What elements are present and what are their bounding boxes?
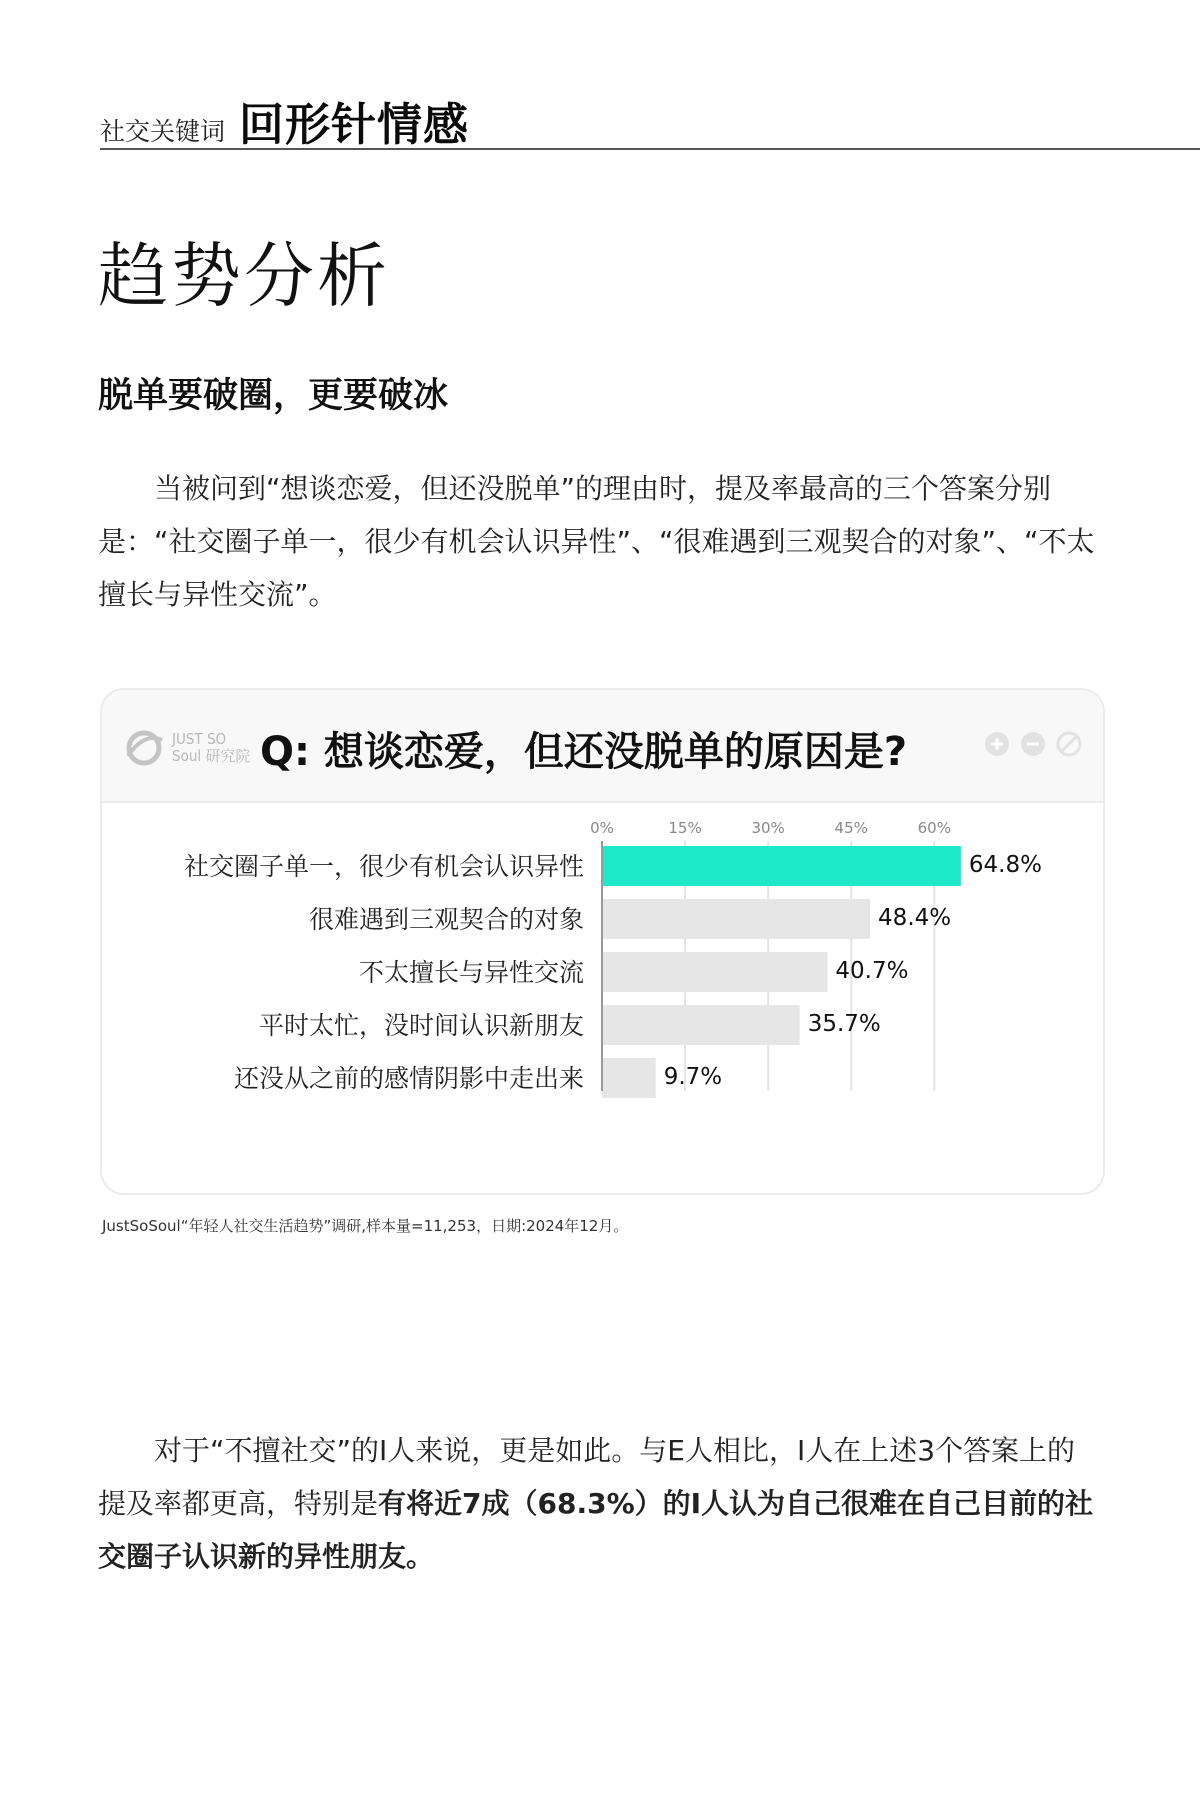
minus-icon (1019, 730, 1047, 758)
intro-paragraph: 当被问到“想谈恋爱，但还没脱单”的理由时，提及率最高的三个答案分别是：“社交圈子单一，很少有机会认识异性”、“很难遇到三观契合的对象”、“不太擅长与异性交流”。 (98, 472, 1095, 611)
bar (602, 846, 961, 886)
subtitle: 脱单要破圈，更要破冰 (98, 376, 449, 416)
bar (602, 899, 870, 939)
conclusion-highlight: 有将近7成（68.3%）的I人认为自己很难在自己目前的社交圈子认识新的异性朋友。 (98, 1487, 1094, 1573)
plus-icon (983, 730, 1011, 758)
bar (602, 1005, 800, 1045)
value-label: 40.7% (835, 958, 909, 984)
value-label: 48.4% (878, 905, 952, 931)
justso-logo (124, 728, 250, 768)
chart-card-header (102, 690, 1103, 803)
bar (602, 952, 827, 992)
value-label: 64.8% (968, 852, 1042, 878)
disabled-icon (1055, 730, 1083, 758)
x-tick-label: 60% (917, 819, 951, 837)
soul-logo-icon (124, 728, 164, 768)
keyword-label: 社交关键词 (100, 117, 226, 146)
value-label: 35.7% (807, 1011, 881, 1037)
chart-card (100, 688, 1105, 1195)
page-header (100, 88, 469, 153)
conclusion-paragraph (98, 1424, 1102, 1583)
category-label: 还没从之前的感情阴影中走出来 (233, 1064, 584, 1093)
keyword-title: 回形针情感 (239, 98, 470, 151)
chart-question: Q: 想谈恋爱，但还没脱单的原因是? (260, 729, 908, 775)
x-tick-label: 0% (590, 819, 614, 837)
category-label: 平时太忙，没时间认识新朋友 (258, 1011, 584, 1040)
bar-chart (102, 803, 1103, 1191)
conclusion-text: 对于“不擅社交”的I人来说，更是如此。与E人相比，I人在上述3个答案上的提及率都更高，特别是 (98, 1434, 1076, 1520)
section-title: 趋势分析 (98, 235, 390, 317)
value-label: 9.7% (663, 1064, 723, 1090)
category-label: 不太擅长与异性交流 (358, 958, 584, 987)
source-note: JustSoSoul“年轻人社交生活趋势”调研,样本量=11,253，日期:2024年12月。 (102, 1217, 629, 1235)
logo-line1: JUST SO (172, 730, 227, 748)
header-divider (100, 148, 1200, 150)
category-label: 很难遇到三观契合的对象 (308, 905, 584, 934)
logo-line2: Soul 研究院 (172, 747, 251, 765)
x-tick-label: 45% (834, 819, 868, 837)
category-label: 社交圈子单一，很少有机会认识异性 (183, 852, 584, 881)
x-tick-label: 15% (668, 819, 702, 837)
x-tick-label: 30% (751, 819, 785, 837)
bar (602, 1058, 656, 1098)
window-controls (983, 730, 1083, 758)
